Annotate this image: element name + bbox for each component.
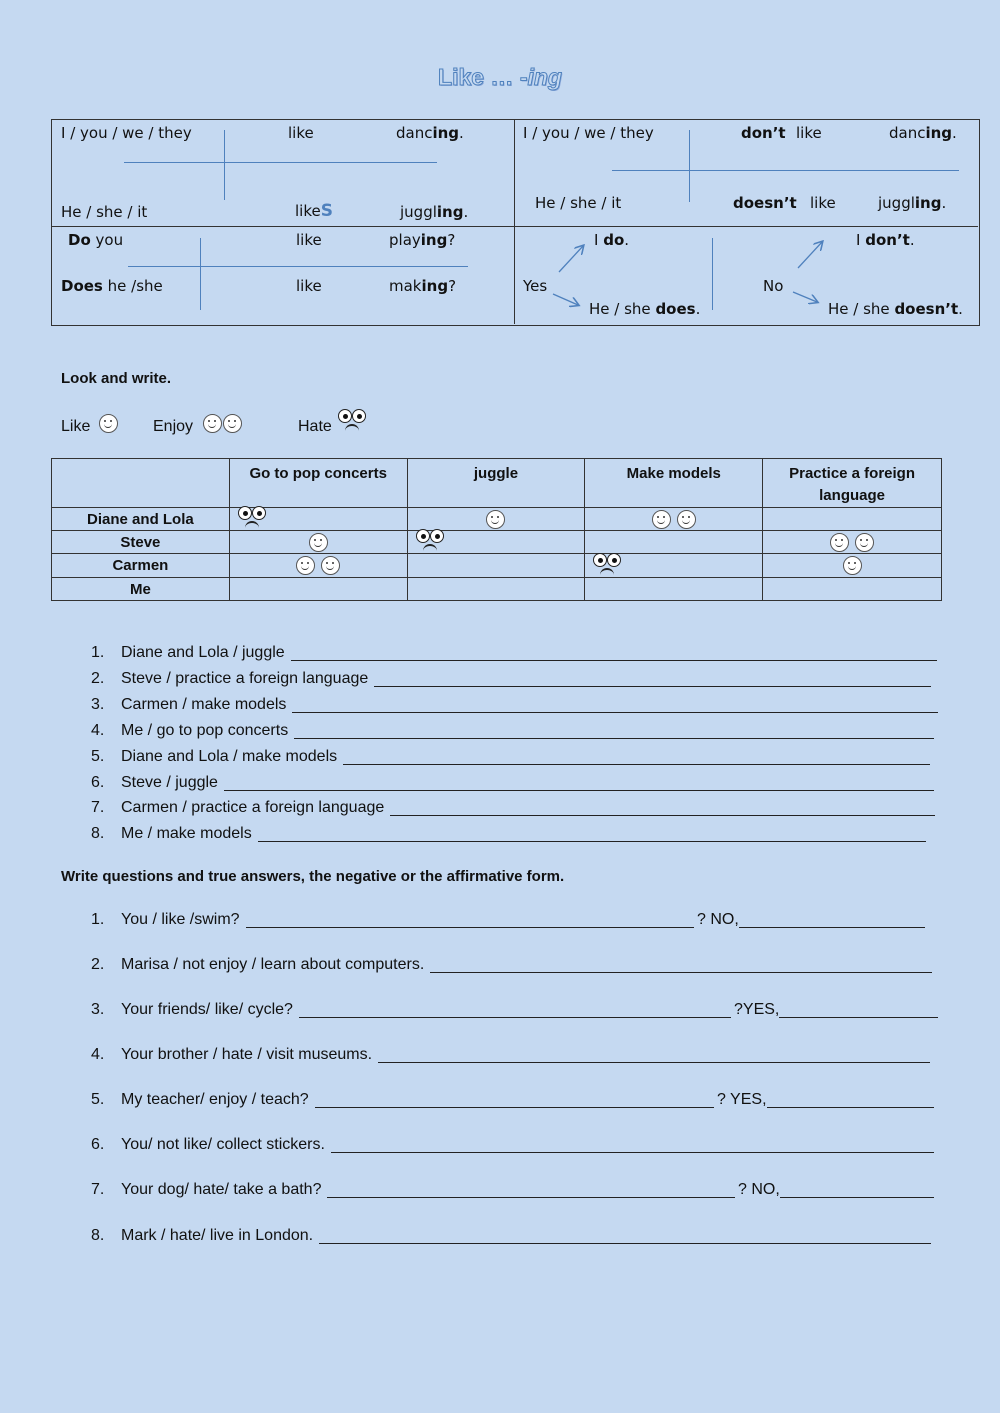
sad-face-icon bbox=[336, 407, 368, 433]
short-answer-prompt: ? NO, bbox=[697, 911, 739, 928]
item-number: 8. bbox=[91, 825, 105, 842]
answer-i-dont: I don’t. bbox=[856, 231, 915, 249]
short-answer-prompt: ? NO, bbox=[738, 1181, 780, 1198]
short-answer-line[interactable] bbox=[767, 1107, 934, 1108]
item-prompt: Marisa / not enjoy / learn about computers. bbox=[121, 956, 425, 973]
short-answer-line[interactable] bbox=[780, 1197, 934, 1198]
item-number: 7. bbox=[91, 1181, 105, 1198]
exercise-1-item bbox=[91, 722, 934, 744]
aff-likes: likeS bbox=[295, 201, 333, 221]
arrow-down-icon bbox=[793, 292, 817, 302]
smiley-icon bbox=[223, 414, 242, 433]
item-number: 6. bbox=[91, 1136, 105, 1153]
exercise-1-item bbox=[91, 799, 935, 821]
item-prompt: Steve / practice a foreign language bbox=[121, 670, 369, 687]
table-cell[interactable] bbox=[585, 578, 763, 601]
item-prompt: You/ not like/ collect stickers. bbox=[121, 1136, 325, 1153]
row-name: Steve bbox=[52, 531, 230, 554]
answer-line[interactable] bbox=[291, 660, 937, 661]
answer-line[interactable] bbox=[258, 841, 926, 842]
answer-line[interactable] bbox=[224, 790, 934, 791]
item-number: 2. bbox=[91, 956, 105, 973]
table-header: juggle bbox=[407, 459, 585, 508]
table-cell bbox=[585, 508, 763, 531]
answer-line[interactable] bbox=[378, 1062, 930, 1063]
q-like-2: like bbox=[296, 277, 322, 295]
preferences-table bbox=[51, 458, 942, 601]
answer-line[interactable] bbox=[294, 738, 934, 739]
answer-line[interactable] bbox=[374, 686, 931, 687]
sad-face-icon bbox=[414, 527, 446, 553]
item-number: 4. bbox=[91, 1046, 105, 1063]
legend-enjoy-label: Enjoy bbox=[153, 418, 194, 435]
item-prompt: Me / go to pop concerts bbox=[121, 722, 289, 739]
exercise-1-item bbox=[91, 825, 926, 847]
item-prompt: Carmen / practice a foreign language bbox=[121, 799, 385, 816]
neg-dont: don’t bbox=[741, 124, 786, 142]
exercise-2-item bbox=[91, 1136, 934, 1158]
exercise-2-item bbox=[91, 1046, 930, 1068]
table-header-empty bbox=[52, 459, 230, 508]
exercise-2-item bbox=[91, 1181, 934, 1203]
grammar-box bbox=[51, 119, 980, 326]
item-number: 6. bbox=[91, 774, 105, 791]
answer-line[interactable] bbox=[327, 1197, 735, 1198]
sad-face-icon bbox=[236, 504, 268, 530]
legend-hate-label: Hate bbox=[298, 418, 332, 435]
item-prompt: You / like /swim? bbox=[121, 911, 240, 928]
item-number: 1. bbox=[91, 911, 105, 928]
short-answer-prompt: ? YES, bbox=[717, 1091, 767, 1108]
neg-juggling: juggling. bbox=[878, 194, 947, 212]
table-header: Practice a foreign language bbox=[763, 459, 942, 508]
section-heading-questions: Write questions and true answers, the negative or the affirmative form. bbox=[61, 868, 565, 885]
smiley-icon bbox=[486, 510, 505, 529]
table-cell bbox=[763, 554, 942, 578]
section-heading-look-write: Look and write. bbox=[61, 370, 172, 387]
table-cell bbox=[763, 531, 942, 554]
item-number: 3. bbox=[91, 696, 105, 713]
table-cell bbox=[585, 554, 763, 578]
exercise-2-item bbox=[91, 1091, 934, 1113]
exercise-1-item bbox=[91, 670, 931, 692]
item-number: 1. bbox=[91, 644, 105, 661]
smiley-icon bbox=[309, 533, 328, 552]
answer-no: No bbox=[763, 277, 784, 295]
answer-line[interactable] bbox=[430, 972, 932, 973]
exercise-1-item bbox=[91, 644, 937, 666]
q-do-you: Do you bbox=[68, 231, 124, 249]
page-title: Like … -ing bbox=[438, 64, 562, 90]
item-prompt: Mark / hate/ live in London. bbox=[121, 1227, 314, 1244]
table-cell bbox=[229, 508, 407, 531]
smiley-icon bbox=[830, 533, 849, 552]
smiley-icon bbox=[99, 414, 118, 433]
item-prompt: My teacher/ enjoy / teach? bbox=[121, 1091, 309, 1108]
smiley-icon bbox=[855, 533, 874, 552]
exercise-2-item bbox=[91, 1227, 931, 1249]
short-answer-prompt: ?YES, bbox=[734, 1001, 780, 1018]
neg-subject-singular: He / she / it bbox=[535, 194, 622, 212]
row-name: Me bbox=[52, 578, 230, 601]
aff-dancing: dancing. bbox=[396, 124, 464, 142]
exercise-2-item bbox=[91, 1001, 938, 1023]
table-cell bbox=[229, 554, 407, 578]
q-playing: playing? bbox=[389, 231, 456, 249]
item-prompt: Your dog/ hate/ take a bath? bbox=[121, 1181, 322, 1198]
neg-dancing: dancing. bbox=[889, 124, 957, 142]
answer-line[interactable] bbox=[390, 815, 935, 816]
neg-subject-plural: I / you / we / they bbox=[523, 124, 654, 142]
item-number: 5. bbox=[91, 1091, 105, 1108]
sad-face-icon bbox=[591, 551, 623, 577]
table-cell[interactable] bbox=[763, 578, 942, 601]
legend-enjoy bbox=[153, 418, 242, 436]
exercise-2-item bbox=[91, 956, 932, 978]
answer-i-do: I do. bbox=[594, 231, 630, 249]
short-answer-line[interactable] bbox=[779, 1017, 938, 1018]
aff-juggling: juggling. bbox=[400, 203, 469, 221]
exercise-1-item bbox=[91, 748, 930, 770]
item-number: 7. bbox=[91, 799, 105, 816]
exercise-2-item bbox=[91, 911, 925, 933]
item-prompt: Your brother / hate / visit museums. bbox=[121, 1046, 373, 1063]
table-row bbox=[52, 578, 942, 601]
item-number: 2. bbox=[91, 670, 105, 687]
aff-subject-plural: I / you / we / they bbox=[61, 124, 192, 142]
aff-subject-singular: He / she / it bbox=[61, 203, 148, 221]
answer-he-does: He / she does. bbox=[589, 300, 701, 318]
answer-he-doesnt: He / she doesn’t. bbox=[828, 300, 963, 318]
answer-line[interactable] bbox=[299, 1017, 731, 1018]
smiley-icon bbox=[677, 510, 696, 529]
answer-line[interactable] bbox=[319, 1243, 931, 1244]
arrows bbox=[52, 120, 979, 325]
q-like: like bbox=[296, 231, 322, 249]
smiley-icon bbox=[652, 510, 671, 529]
neg-like: like bbox=[796, 124, 822, 142]
table-cell bbox=[763, 508, 942, 531]
table-cell bbox=[229, 531, 407, 554]
short-answer-line[interactable] bbox=[739, 927, 925, 928]
table-row bbox=[52, 508, 942, 531]
answer-line[interactable] bbox=[343, 764, 930, 765]
row-name: Carmen bbox=[52, 554, 230, 578]
item-prompt: Carmen / make models bbox=[121, 696, 287, 713]
exercise-1-item bbox=[91, 774, 934, 796]
q-does-he: Does he /she bbox=[61, 277, 163, 295]
answer-line[interactable] bbox=[315, 1107, 714, 1108]
exercise-1-item bbox=[91, 696, 938, 718]
answer-yes: Yes bbox=[523, 277, 548, 295]
neg-like-2: like bbox=[810, 194, 836, 212]
answer-line[interactable] bbox=[331, 1152, 934, 1153]
arrow-up-icon bbox=[559, 246, 583, 272]
legend-hate bbox=[298, 418, 368, 436]
item-prompt: Diane and Lola / make models bbox=[121, 748, 338, 765]
table-row bbox=[52, 531, 942, 554]
aff-like: like bbox=[288, 124, 314, 142]
item-number: 3. bbox=[91, 1001, 105, 1018]
item-prompt: Me / make models bbox=[121, 825, 252, 842]
smiley-icon bbox=[843, 556, 862, 575]
table-cell bbox=[407, 554, 585, 578]
arrow-up-icon bbox=[798, 242, 822, 268]
table-row bbox=[52, 554, 942, 578]
legend-like bbox=[61, 418, 118, 436]
arrow-down-icon bbox=[553, 294, 578, 305]
table-header: Make models bbox=[585, 459, 763, 508]
neg-doesnt: doesn’t bbox=[733, 194, 797, 212]
table-cell[interactable] bbox=[407, 578, 585, 601]
answer-line[interactable] bbox=[292, 712, 938, 713]
smiley-icon bbox=[321, 556, 340, 575]
smiley-icon bbox=[203, 414, 222, 433]
legend-like-label: Like bbox=[61, 418, 91, 435]
q-making: making? bbox=[389, 277, 457, 295]
answer-line[interactable] bbox=[246, 927, 694, 928]
item-number: 5. bbox=[91, 748, 105, 765]
item-prompt: Diane and Lola / juggle bbox=[121, 644, 285, 661]
table-cell bbox=[407, 531, 585, 554]
table-header: Go to pop concerts bbox=[229, 459, 407, 508]
item-number: 4. bbox=[91, 722, 105, 739]
table-cell[interactable] bbox=[229, 578, 407, 601]
item-prompt: Your friends/ like/ cycle? bbox=[121, 1001, 293, 1018]
row-name: Diane and Lola bbox=[52, 508, 230, 531]
item-prompt: Steve / juggle bbox=[121, 774, 218, 791]
smiley-icon bbox=[296, 556, 315, 575]
item-number: 8. bbox=[91, 1227, 105, 1244]
